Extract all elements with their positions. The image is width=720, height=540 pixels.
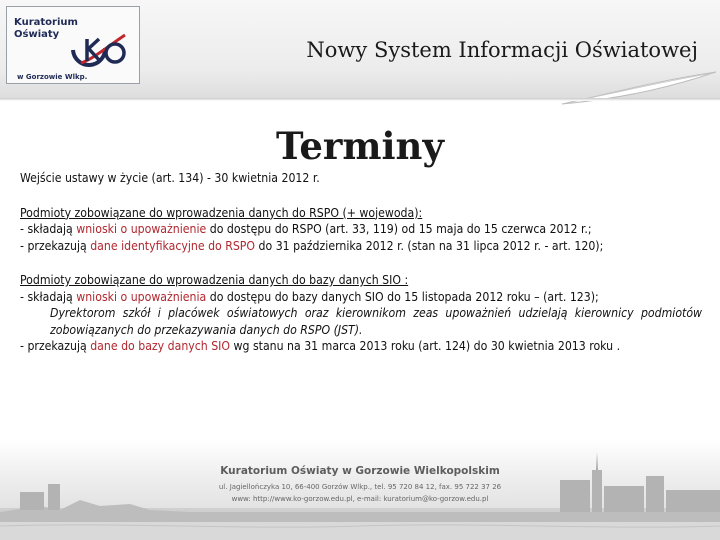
rspo-heading: Podmioty zobowiązane do wprowadzenia danych do RSPO (+ wojewoda):: [20, 205, 423, 220]
logo-line-1: Kuratorium: [14, 17, 78, 28]
rspo-item-2: - przekazują dane identyfikacyjne do RSPO do 31 października 2012 r. (stan na 31 lipca 2012 r. - art. 120);: [20, 238, 604, 253]
sio-item-2: - przekazują dane do bazy danych SIO wg stanu na 31 marca 2013 roku (art. 124) do 30 kwietnia 2013 roku .: [20, 339, 621, 353]
footer-contact: www: http://www.ko-gorzow.edu.pl, e-mail: kuratorium@ko-gorzow.edu.pl: [231, 495, 489, 503]
effective-date-line: Wejście ustawy w życie (art. 134) - 30 kwietnia 2012 r.: [20, 171, 320, 185]
sio-item-2-highlight: dane do bazy danych SIO: [90, 339, 231, 353]
system-title: Nowy System Informacji Oświatowej: [306, 38, 698, 62]
logo-line-3: w Gorzowie Wlkp.: [17, 73, 88, 81]
footer-banner: [0, 440, 720, 540]
header-bar: [0, 0, 720, 100]
rspo-item-1-highlight: wnioski o upoważnienie: [76, 222, 207, 236]
sio-item-1: - składają wnioski o upoważnienia do dostępu do bazy danych SIO do 15 listopada 2012 roku – (art. 123);: [20, 289, 599, 304]
sio-item-1-highlight: wnioski o upoważnienia: [76, 289, 207, 304]
slide-content: [20, 170, 702, 355]
sio-heading: Podmioty zobowiązane do wprowadzenia danych do bazy danych SIO :: [20, 273, 409, 287]
sio-note: Dyrektorom szkół i placówek oświatowych oraz kierownikom zeas upoważnień udzielają kierownicy podmiotów zobowiązanych do przekazywania danych do RSPO (JST).: [50, 306, 702, 337]
header-divider: [0, 98, 720, 101]
footer-address: ul. Jagiellończyka 10, 66-400 Gorzów Wlkp., tel. 95 720 84 12, fax. 95 722 37 26: [218, 483, 502, 491]
rspo-item-1: - składają wnioski o upoważnienie do dostępu do RSPO (art. 33, 119) od 15 maja do 15 czerwca 2012 r.;: [20, 222, 592, 236]
kuratorium-logo: [6, 6, 140, 84]
rspo-item-2-highlight: dane identyfikacyjne do RSPO: [90, 238, 256, 253]
ko-logo-icon: [67, 29, 135, 71]
footer-institution: Kuratorium Oświaty w Gorzowie Wielkopolskim: [220, 465, 500, 477]
slide-title: Terminy: [276, 124, 444, 168]
logo-line-2: Oświaty: [14, 29, 60, 40]
